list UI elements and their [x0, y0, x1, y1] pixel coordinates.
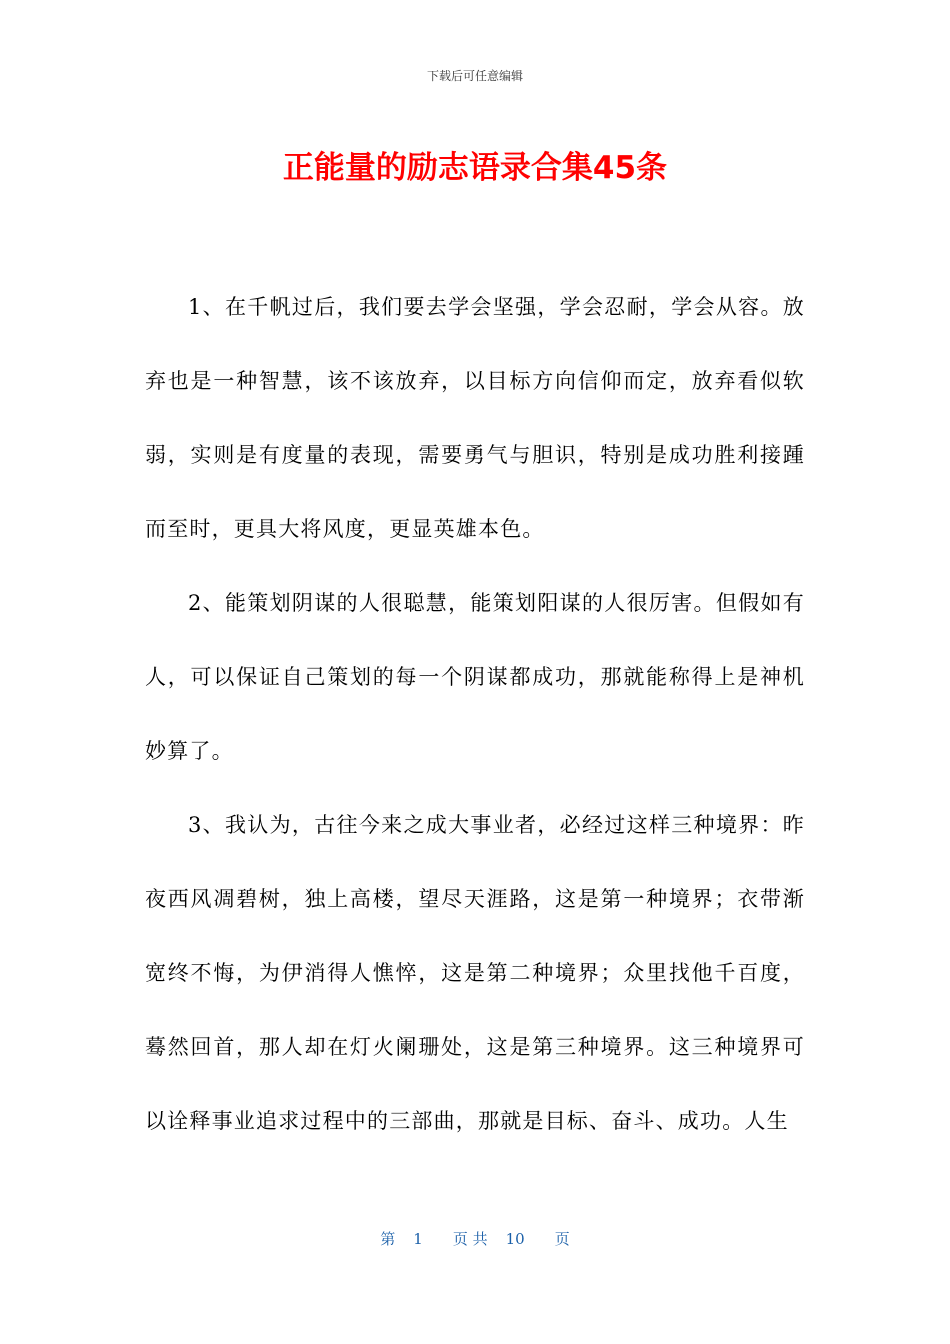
document-title: 正能量的励志语录合集45条 [282, 150, 668, 186]
footer-page-suffix: 页 [554, 1230, 570, 1248]
footer-page-prefix: 第 [380, 1230, 396, 1248]
footer-total-pages: 10 [505, 1230, 525, 1248]
paragraph-3: 3、我认为，古往今来之成大事业者，必经过这样三种境界：昨夜西风凋碧树，独上高楼，望尽天涯路，这是第一种境界；衣带渐宽终不悔，为伊消得人憔悴，这是第二种境界；众里找他千百度，蓦然回首，那人却在灯火阑珊处，这是第三种境界。这三种境界可以诠释事业追求过程中的三部曲，那就是目标、奋斗、成功。人生 [145, 813, 805, 1133]
document-body [145, 270, 805, 1158]
page-footer [0, 1228, 950, 1249]
footer-page-number: 1 [413, 1230, 423, 1248]
paragraph-2: 2、能策划阴谋的人很聪慧，能策划阳谋的人很厉害。但假如有人，可以保证自己策划的每一个阴谋都成功，那就能称得上是神机妙算了。 [145, 591, 805, 763]
footer-page-middle: 页 共 [452, 1230, 488, 1248]
paragraph-1: 1、在千帆过后，我们要去学会坚强，学会忍耐，学会从容。放弃也是一种智慧，该不该放弃，以目标方向信仰而定，放弃看似软弱，实则是有度量的表现，需要勇气与胆识，特别是成功胜利接踵而至时，更具大将风度，更显英雄本色。 [145, 295, 805, 541]
header-note: 下载后可任意编辑 [426, 69, 523, 83]
